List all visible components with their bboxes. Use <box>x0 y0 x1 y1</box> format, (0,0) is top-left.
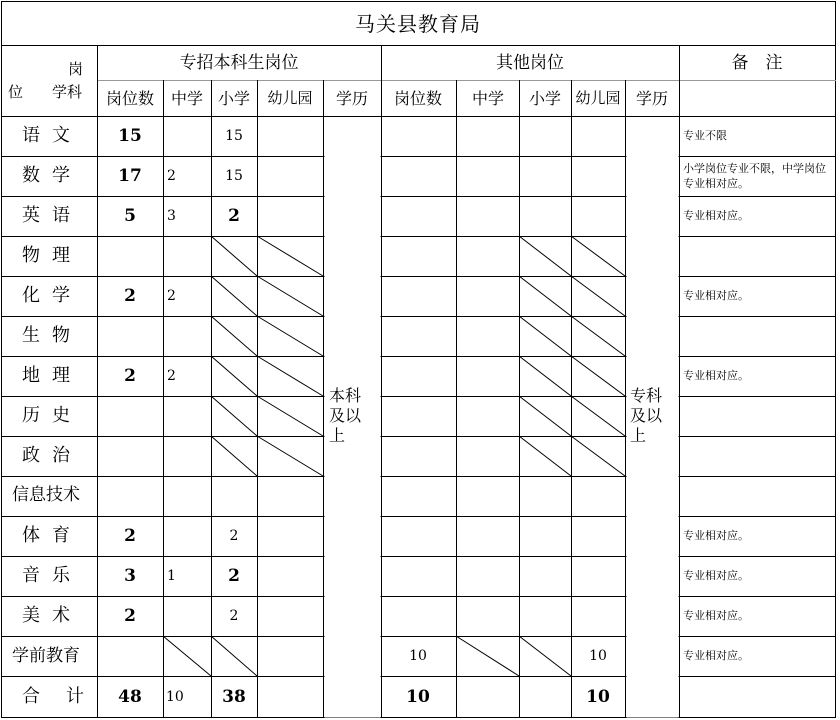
subject-label: 化学 <box>22 285 82 306</box>
undergrad-middle: 3 <box>167 208 176 224</box>
col-header-other-middle: 中学 <box>471 89 505 108</box>
undergrad-total: 17 <box>118 166 142 186</box>
undergrad-primary: 15 <box>225 128 243 144</box>
remark: 专业相对应。 <box>683 529 749 542</box>
other-kindergarten: 10 <box>589 648 607 664</box>
col-header-other-kindergarten: 幼儿园 <box>575 89 621 107</box>
col-header-other-primary: 小学 <box>528 89 562 108</box>
undergrad-middle: 2 <box>167 168 176 184</box>
subject-label: 体育 <box>22 525 82 546</box>
subject-label: 信息技术 <box>12 485 80 505</box>
undergrad-total: 2 <box>124 526 136 546</box>
undergrad-total: 3 <box>124 566 136 586</box>
other-total: 10 <box>409 648 427 664</box>
subject-label: 政治 <box>22 445 82 466</box>
totals-undergrad-primary: 38 <box>222 687 246 707</box>
undergrad-primary: 15 <box>225 168 243 184</box>
subject-label: 音乐 <box>22 565 82 586</box>
subject-label: 英语 <box>22 205 82 226</box>
col-header-undergrad-total: 岗位数 <box>105 89 155 108</box>
corner-label-left: 位 <box>8 83 24 101</box>
undergrad-total: 15 <box>118 126 142 146</box>
subject-label: 历史 <box>22 405 82 426</box>
group-header-undergrad: 专招本科生岗位 <box>179 53 299 73</box>
undergrad-primary: 2 <box>228 566 240 586</box>
subject-label: 生物 <box>22 325 82 346</box>
subject-label: 地理 <box>22 365 82 386</box>
totals-other-kindergarten: 10 <box>586 687 610 707</box>
remarks-header: 备 注 <box>731 53 783 73</box>
subject-label: 数学 <box>22 165 82 186</box>
group-header-other: 其他岗位 <box>496 53 564 73</box>
remark: 专业不限 <box>683 129 727 142</box>
subject-label: 美术 <box>22 605 82 626</box>
col-header-other-degree: 学历 <box>635 89 669 108</box>
undergrad-middle: 1 <box>167 568 176 584</box>
subject-label: 语文 <box>22 125 82 146</box>
remark: 小学岗位专业不限，中学岗位专业相对应。 <box>683 162 826 190</box>
degree-other: 专科及以上 <box>630 386 663 445</box>
totals-undergrad-middle: 10 <box>166 689 184 705</box>
totals-undergrad-total: 48 <box>118 687 142 707</box>
undergrad-total: 5 <box>124 206 136 226</box>
undergrad-middle: 2 <box>167 288 176 304</box>
remark: 专业相对应。 <box>683 289 749 302</box>
remark: 专业相对应。 <box>683 569 749 582</box>
subject-label: 物理 <box>22 245 82 266</box>
undergrad-primary: 2 <box>228 206 240 226</box>
col-header-undergrad-kindergarten: 幼儿园 <box>267 89 313 107</box>
col-header-other-total: 岗位数 <box>393 89 443 108</box>
remark: 专业相对应。 <box>683 369 749 382</box>
col-header-undergrad-middle: 中学 <box>170 89 204 108</box>
col-header-undergrad-primary: 小学 <box>217 89 251 108</box>
undergrad-primary: 2 <box>229 608 239 624</box>
subject-label: 学前教育 <box>12 646 80 666</box>
remark: 专业相对应。 <box>683 649 749 662</box>
corner-label-right: 学科 <box>52 83 83 101</box>
remark: 专业相对应。 <box>683 209 749 222</box>
degree-undergrad: 本科及以上 <box>329 386 362 445</box>
corner-label-top: 岗 <box>68 60 84 78</box>
page-title: 马关县教育局 <box>355 12 481 36</box>
undergrad-primary: 2 <box>229 528 239 544</box>
remark: 专业相对应。 <box>683 609 749 622</box>
undergrad-total: 2 <box>124 286 136 306</box>
undergrad-total: 2 <box>124 366 136 386</box>
undergrad-middle: 2 <box>167 368 176 384</box>
undergrad-total: 2 <box>124 606 136 626</box>
totals-label: 合 计 <box>22 686 88 707</box>
totals-other-total: 10 <box>406 687 430 707</box>
col-header-undergrad-degree: 学历 <box>335 89 369 108</box>
